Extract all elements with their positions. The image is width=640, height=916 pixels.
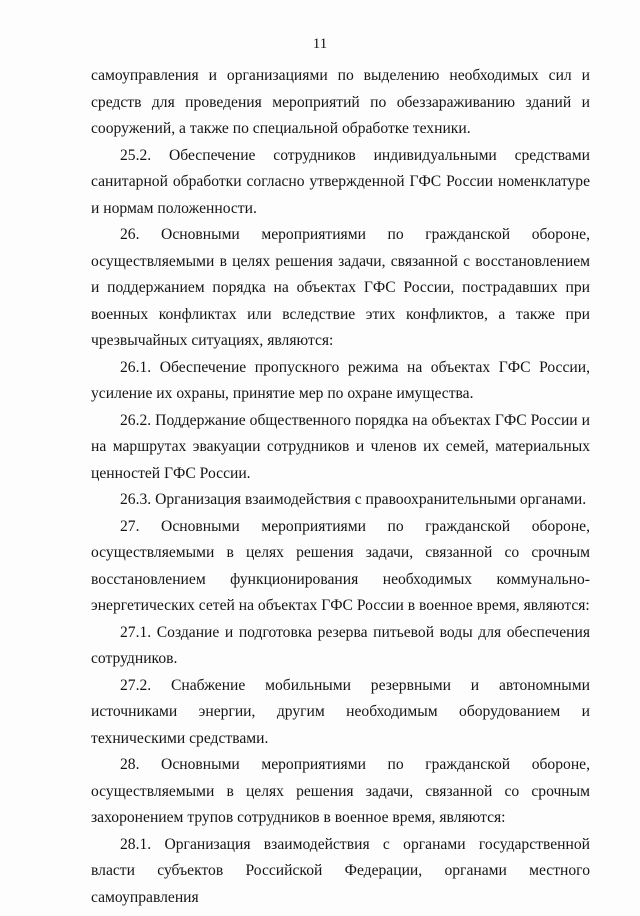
paragraph-28: 28. Основными мероприятиями по гражданской обороне, осуществляемыми в целях решения задачи, связанной со срочным захоронением трупов сотрудников в военное время, являются: (91, 756, 590, 826)
paragraph-25-2: 25.2. Обеспечение сотрудников индивидуальными средствами санитарной обработки согласно утвержденной ГФС России номенклатуре и нормам положенности. (91, 146, 590, 217)
paragraph-26: 26. Основными мероприятиями по гражданской обороне, осуществляемыми в целях решения задачи, связанной с восстановлением и поддержанием порядка на объектах ГФС России, пострадавших при военных конфликтах или вследствие этих конфликтов, а также при чрезвычайных ситуациях, являются: (91, 226, 590, 349)
paragraph-continuation: самоуправления и организациями по выделению необходимых сил и средств для проведения мероприятий по обеззараживанию зданий и сооружений, а также по специальной обработке техники. (91, 67, 590, 137)
paragraph-26-3: 26.3. Организация взаимодействия с правоохранительными органами. (120, 491, 587, 508)
paragraph-27-1: 27.1. Создание и подготовка резерва питьевой воды для обеспечения сотрудников. (91, 623, 590, 667)
paragraph-27-2: 27.2. Снабжение мобильными резервными и автономными источниками энергии, другим необходимым оборудованием и техническими средствами. (91, 676, 590, 747)
document-body (91, 63, 590, 911)
paragraph-28-1: 28.1. Организация взаимодействия с органами государственной власти субъектов Российской Федерации, органами местного самоуправления (91, 835, 590, 906)
paragraph-27: 27. Основными мероприятиями по гражданской обороне, осуществляемыми в целях решения задачи, связанной со срочным восстановлением функционирования необходимых коммунально-энергетических сетей на объектах ГФС России в военное время, являются: (91, 517, 590, 614)
paragraph-26-1: 26.1. Обеспечение пропускного режима на объектах ГФС России, усиление их охраны, принятие мер по охране имущества. (91, 358, 590, 402)
page-number: 11 (312, 36, 328, 52)
paragraph-26-2: 26.2. Поддержание общественного порядка на объектах ГФС России и на маршрутах эвакуации сотрудников и членов их семей, материальных ценностей ГФС России. (91, 411, 590, 482)
